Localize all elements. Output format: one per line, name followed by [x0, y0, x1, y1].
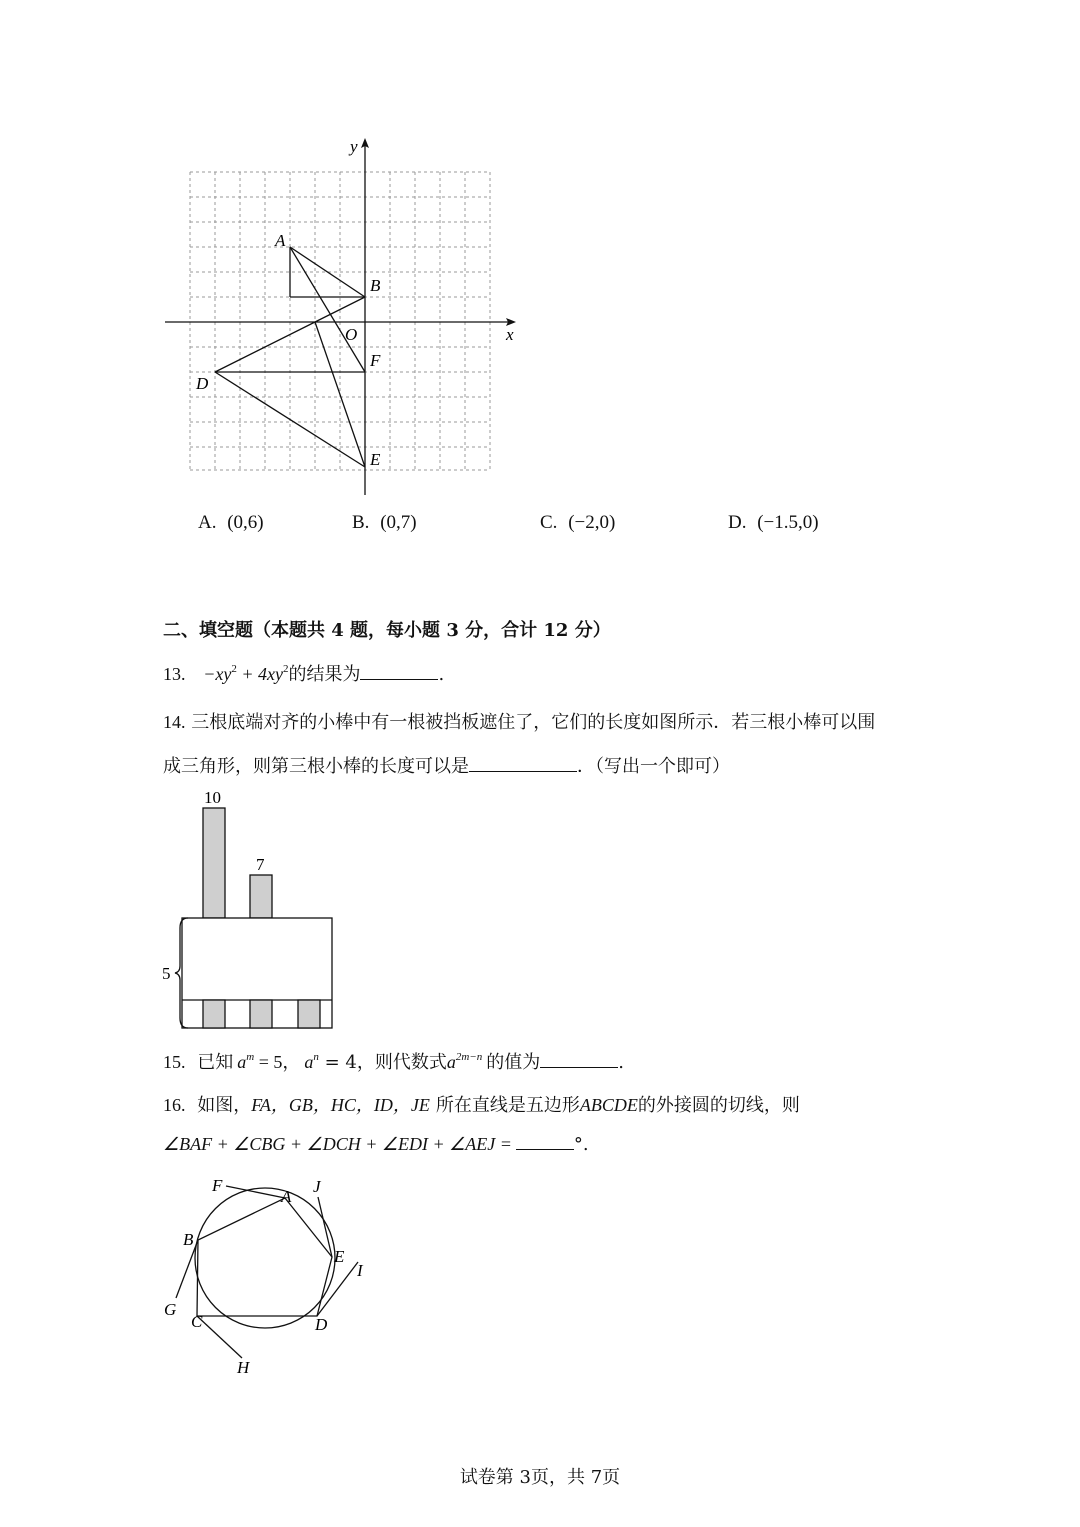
- option-a: [198, 512, 264, 534]
- q15-v2: a: [304, 1052, 314, 1072]
- q13-expr-a: −xy: [203, 664, 232, 684]
- label-D: D: [315, 1315, 328, 1334]
- option-a-letter: A.: [198, 512, 217, 533]
- dashed-grid: [190, 172, 490, 470]
- label-B: B: [183, 1230, 194, 1249]
- option-c-value: (−2,0): [568, 512, 616, 533]
- pentagon-figure: [155, 1170, 380, 1380]
- label-B: B: [370, 276, 381, 295]
- q13-answer-blank[interactable]: [360, 663, 438, 680]
- q14-line2: 成三角形，则第三根小棒的长度可以是: [163, 756, 469, 777]
- label-F: F: [370, 351, 381, 370]
- q15-number: 15.: [163, 1052, 186, 1072]
- q15-end: .: [618, 1052, 624, 1073]
- label-5: 5: [162, 964, 171, 983]
- page-footer: 试卷第 3页，共 7页: [459, 1467, 621, 1488]
- stick-10: [203, 808, 225, 918]
- q16-answer-blank[interactable]: [516, 1133, 574, 1150]
- option-b: [352, 512, 417, 534]
- q15-v3: a: [446, 1052, 456, 1072]
- stick-7: [250, 875, 272, 918]
- option-a-value: (0,6): [227, 512, 264, 533]
- stick-base-3: [298, 1000, 320, 1028]
- q16-end: °.: [573, 1134, 589, 1155]
- q13-exp-b: 2: [282, 663, 289, 675]
- figure-lines: [215, 247, 365, 467]
- q14-number: 14.: [163, 712, 186, 732]
- q16-number: 16.: [163, 1095, 186, 1115]
- q16-poly: ABCDE: [579, 1095, 638, 1115]
- question-14-line1: [163, 708, 875, 734]
- option-d-value: (−1.5,0): [757, 512, 819, 533]
- q13-text: 的结果为: [288, 664, 361, 685]
- q16-t3: 的外接圆的切线，则: [637, 1095, 800, 1116]
- option-c-letter: C.: [540, 512, 558, 533]
- option-b-letter: B.: [352, 512, 370, 533]
- q13-exp-a: 2: [231, 663, 237, 675]
- stick-base-2: [250, 1000, 272, 1028]
- label-D: D: [196, 374, 209, 393]
- q14-answer-blank[interactable]: [469, 755, 577, 772]
- label-A: A: [275, 231, 286, 250]
- label-y: y: [350, 137, 358, 156]
- label-10: 10: [204, 788, 221, 807]
- question-15: [163, 1048, 624, 1074]
- question-14-line2: [163, 752, 730, 778]
- q16-formula: ∠BAF + ∠CBG + ∠DCH + ∠EDI + ∠AEJ =: [163, 1134, 512, 1154]
- q16-lines: FA，GB，HC，ID，JE: [251, 1095, 430, 1115]
- option-c: [540, 512, 615, 534]
- q15-e2: n: [313, 1051, 319, 1063]
- label-J: J: [313, 1177, 321, 1196]
- option-d-letter: D.: [728, 512, 747, 533]
- label-C: C: [191, 1312, 203, 1331]
- label-G: G: [164, 1300, 177, 1319]
- q16-t2: 所在直线是五边形: [435, 1095, 580, 1116]
- question-13: [163, 660, 444, 686]
- label-x: x: [506, 325, 514, 344]
- q15-e3: 2m−n: [455, 1051, 483, 1063]
- q15-t4: 的值为: [486, 1052, 541, 1073]
- label-E: E: [370, 450, 381, 469]
- coordinate-figure: [150, 130, 550, 510]
- q13-number: 13.: [163, 664, 186, 684]
- stick-base-1: [203, 1000, 225, 1028]
- q15-v1: a: [237, 1052, 247, 1072]
- q15-e1: m: [246, 1051, 255, 1063]
- circumcircle: [195, 1188, 335, 1328]
- q14-line1: 三根底端对齐的小棒中有一根被挡板遮住了，它们的长度如图所示．若三根小棒可以围: [191, 712, 876, 733]
- q15-t3: = 4，则代数式: [318, 1052, 447, 1073]
- q15-answer-blank[interactable]: [540, 1051, 618, 1068]
- q16-t1: 如图，: [197, 1095, 252, 1116]
- option-d: [728, 512, 819, 534]
- pentagon: [197, 1198, 332, 1316]
- label-7: 7: [256, 855, 265, 874]
- q15-t2: = 5，: [254, 1052, 301, 1072]
- tangent-lines: [176, 1186, 358, 1358]
- label-A: A: [281, 1187, 292, 1206]
- q15-t1: 已知: [197, 1052, 234, 1073]
- q14-end: ．（写出一个即可）: [577, 756, 730, 777]
- q13-end: .: [438, 664, 445, 685]
- label-E: E: [334, 1247, 345, 1266]
- q13-expr-b: + 4xy: [236, 664, 283, 684]
- label-I: I: [357, 1261, 363, 1280]
- question-16-line1: [163, 1091, 800, 1117]
- option-b-value: (0,7): [380, 512, 417, 533]
- section-title: 二、填空题（本题共 4 题，每小题 3 分，合计 12 分）: [163, 620, 611, 641]
- question-16-line2: [163, 1133, 589, 1155]
- label-O: O: [345, 325, 358, 344]
- label-H: H: [237, 1358, 250, 1377]
- sticks-figure: [155, 780, 345, 1035]
- label-F: F: [212, 1176, 223, 1195]
